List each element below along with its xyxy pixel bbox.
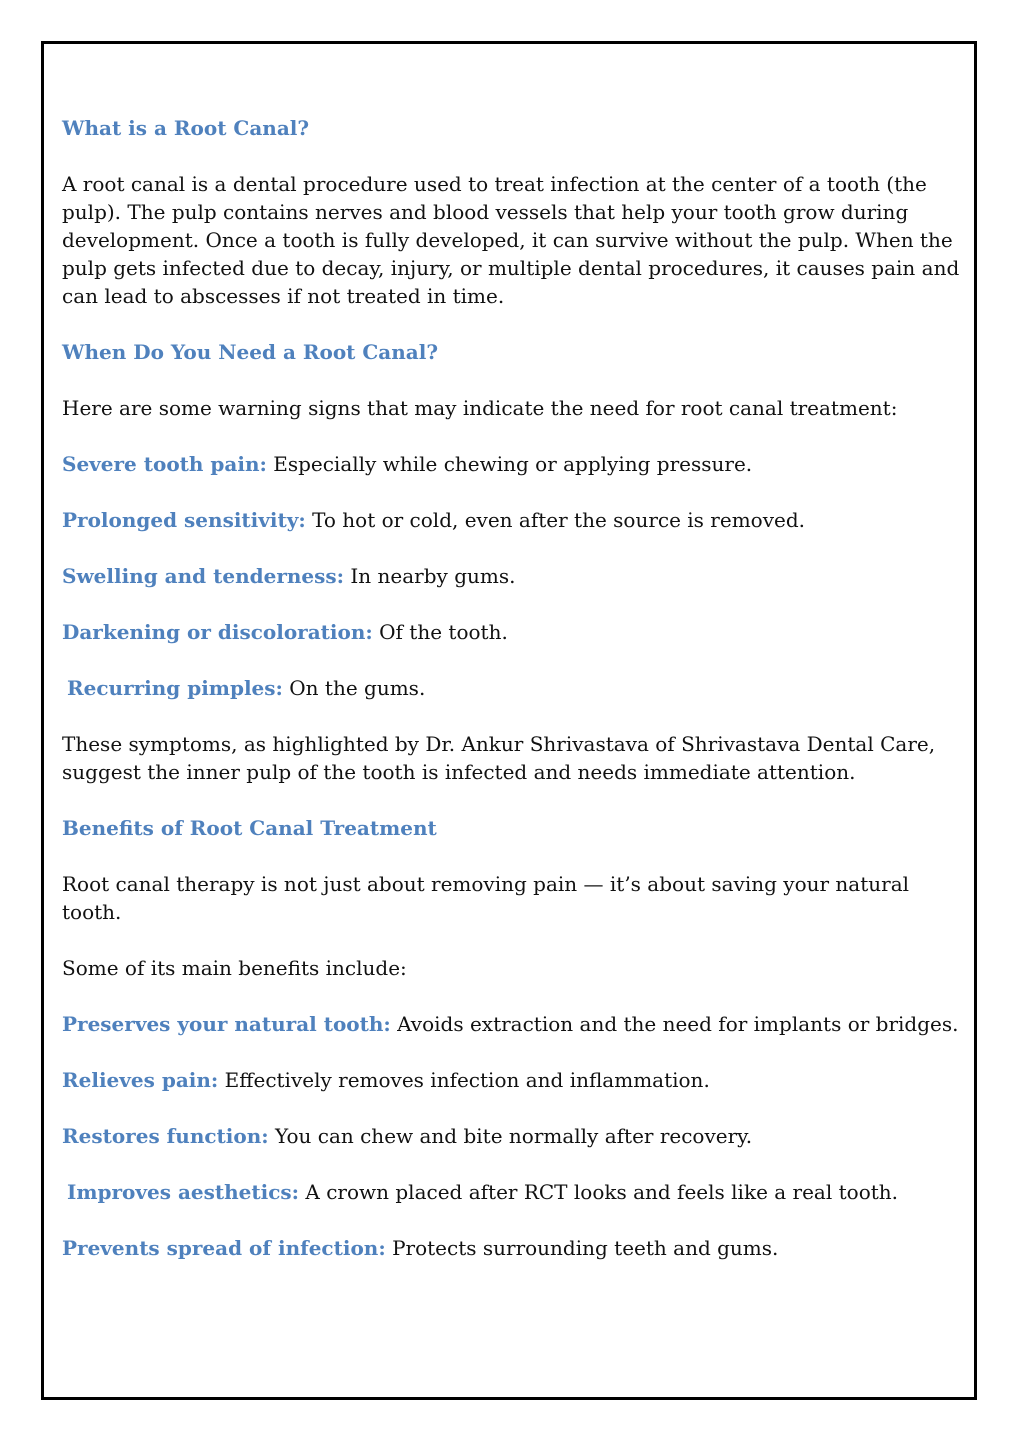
heading-what-is-root-canal: What is a Root Canal? xyxy=(62,116,310,140)
benefit-item-restores xyxy=(62,1122,972,1150)
benefit-text: Avoids extraction and the need for implants or bridges. xyxy=(390,1012,959,1036)
sign-text: In nearby gums. xyxy=(344,564,516,588)
benefit-term: Prevents spread of infection: xyxy=(62,1236,386,1260)
benefit-term: Relieves pain: xyxy=(62,1068,219,1092)
paragraph-root-canal-definition: A root canal is a dental procedure used to treat infection at the center of a tooth (the pulp). The pulp contains nerves and blood vessels that help your tooth grow during development. Once a tooth is fully developed, it can survive without the pulp. When the pulp gets infected due to decay, injury, or multiple dental procedures, it causes pain and can lead to abscesses if not treated in time. xyxy=(62,172,960,308)
benefit-item-aesthetics xyxy=(62,1178,972,1206)
heading-benefits: Benefits of Root Canal Treatment xyxy=(62,816,437,840)
benefit-item-relieves xyxy=(62,1066,972,1094)
sign-item-severe-pain xyxy=(62,450,972,478)
sign-term: Recurring pimples: xyxy=(67,676,283,700)
sign-text: Especially while chewing or applying pressure. xyxy=(266,452,753,476)
benefit-text: A crown placed after RCT looks and feels like a real tooth. xyxy=(299,1180,899,1204)
benefit-text: Effectively removes infection and inflammation. xyxy=(218,1068,710,1092)
paragraph-symptoms-summary: These symptoms, as highlighted by Dr. Ankur Shrivastava of Shrivastava Dental Care, suggest the inner pulp of the tooth is infected and needs immediate attention. xyxy=(62,732,936,784)
benefit-text: You can chew and bite normally after recovery. xyxy=(268,1124,753,1148)
paragraph-benefits-intro: Root canal therapy is not just about removing pain — it’s about saving your natural tooth. xyxy=(62,872,910,924)
sign-item-darkening xyxy=(62,618,972,646)
sign-term: Darkening or discoloration: xyxy=(62,620,373,644)
paragraph-benefits-lead: Some of its main benefits include: xyxy=(62,956,407,980)
sign-term: Severe tooth pain: xyxy=(62,452,267,476)
benefit-term: Improves aesthetics: xyxy=(67,1180,300,1204)
benefit-term: Restores function: xyxy=(62,1124,269,1148)
sign-text: Of the tooth. xyxy=(372,620,508,644)
sign-item-pimples xyxy=(62,674,972,702)
benefit-text: Protects surrounding teeth and gums. xyxy=(385,1236,779,1260)
sign-term: Prolonged sensitivity: xyxy=(62,508,306,532)
benefit-term: Preserves your natural tooth: xyxy=(62,1012,391,1036)
benefit-item-prevents-spread xyxy=(62,1234,972,1262)
sign-text: On the gums. xyxy=(282,676,426,700)
sign-item-swelling xyxy=(62,562,972,590)
document-content xyxy=(62,114,972,1290)
benefit-item-preserves xyxy=(62,1010,972,1038)
paragraph-warning-signs-intro: Here are some warning signs that may indicate the need for root canal treatment: xyxy=(62,396,898,420)
heading-when-needed: When Do You Need a Root Canal? xyxy=(62,340,439,364)
sign-term: Swelling and tenderness: xyxy=(62,564,345,588)
sign-text: To hot or cold, even after the source is removed. xyxy=(305,508,806,532)
sign-item-sensitivity xyxy=(62,506,972,534)
